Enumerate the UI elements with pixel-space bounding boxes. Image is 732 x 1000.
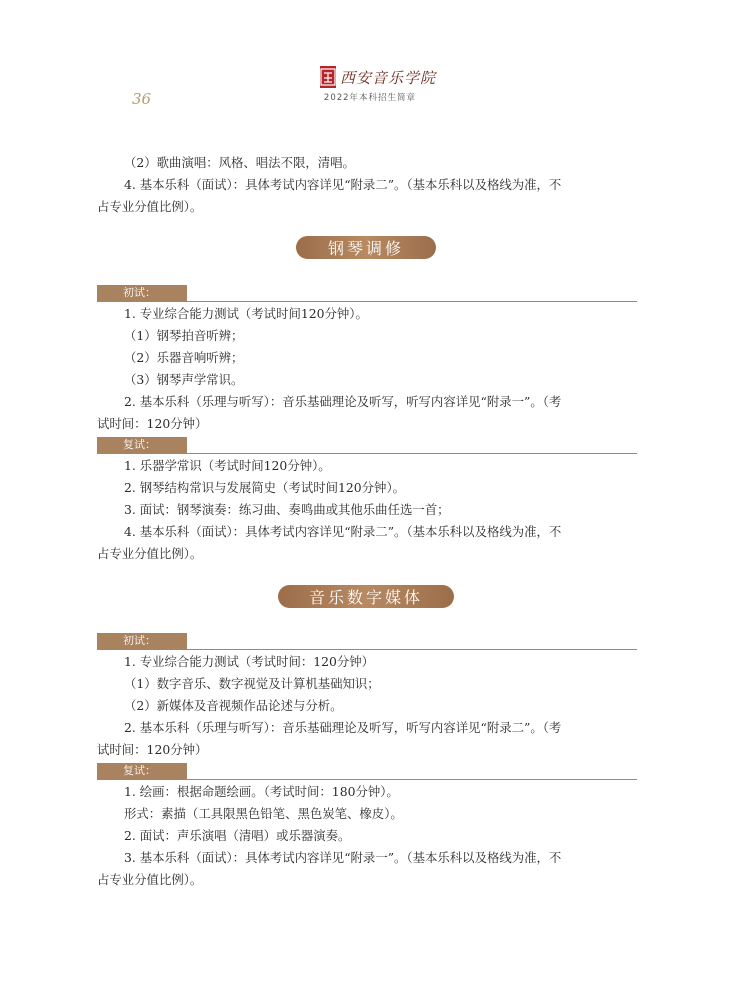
retest-label: 复试： [97,763,187,779]
intro-line: （2）歌曲演唱：风格、唱法不限，清唱。 [124,155,355,170]
list-item: （3）钢琴声学常识。 [124,372,244,387]
list-item: 1. 绘画：根据命题绘画。（考试时间：180分钟）。 [124,784,399,799]
list-item: 2. 基本乐科（乐理与听写）：音乐基础理论及听写，听写内容详见“附录二”。（考 [124,720,562,735]
brochure-subtitle: 2022年本科招生简章 [323,93,417,103]
page-number: 36 [132,90,152,108]
list-item: 形式：素描（工具限黑色铅笔、黑色炭笔、橡皮）。 [124,806,403,821]
school-logo [320,64,437,90]
school-name: 西安音乐学院 [340,68,437,87]
school-seal-icon [320,66,336,88]
intro-line: 占专业分值比例）。 [97,199,203,214]
retest-label: 复试： [97,437,187,453]
list-item: （1）钢琴拍音听辨； [124,328,244,343]
prelim-label: 初试： [97,633,187,649]
list-item: 1. 专业综合能力测试（考试时间：120分钟） [124,654,375,669]
list-item: （2）乐器音响听辨； [124,350,244,365]
list-item: 1. 专业综合能力测试（考试时间120分钟）。 [124,306,368,321]
list-item: 3. 基本乐科（面试）：具体考试内容详见“附录一”。（基本乐科以及格线为准，不 [124,850,562,865]
list-item: 占专业分值比例）。 [97,872,203,887]
prelim-label: 初试： [97,285,187,301]
retest-header [97,763,637,780]
list-item: 试时间：120分钟） [97,742,208,757]
list-item: 试时间：120分钟） [97,416,208,431]
list-item: （1）数字音乐、数字视觉及计算机基础知识； [124,676,380,691]
list-item: 1. 乐器学常识（考试时间120分钟）。 [124,458,331,473]
list-item: 4. 基本乐科（面试）：具体考试内容详见“附录二”。（基本乐科以及格线为准，不 [124,524,562,539]
section-title-piano-tuning: 钢琴调修 [296,236,436,259]
list-item: 占专业分值比例）。 [97,546,203,561]
list-item: 2. 钢琴结构常识与发展简史（考试时间120分钟）。 [124,480,406,495]
list-item: 3. 面试：钢琴演奏：练习曲、奏鸣曲或其他乐曲任选一首； [124,502,450,517]
list-item: （2）新媒体及音视频作品论述与分析。 [124,698,343,713]
retest-header [97,437,637,454]
list-item: 2. 基本乐科（乐理与听写）：音乐基础理论及听写，听写内容详见“附录一”。（考 [124,394,562,409]
section-title-music-digital-media: 音乐数字媒体 [278,585,454,608]
list-item: 2. 面试：声乐演唱（清唱）或乐器演奏。 [124,828,351,843]
intro-line: 4. 基本乐科（面试）：具体考试内容详见“附录二”。（基本乐科以及格线为准，不 [124,177,562,192]
prelim-header [97,285,637,302]
prelim-header [97,633,637,650]
